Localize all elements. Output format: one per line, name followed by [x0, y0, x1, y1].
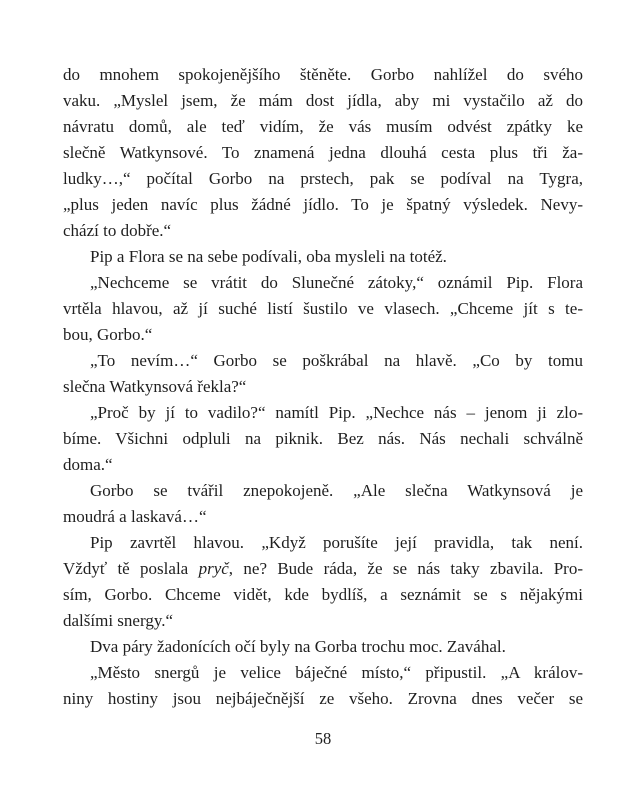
text-line — [63, 192, 583, 218]
text-line — [63, 296, 583, 322]
paragraph — [63, 634, 583, 660]
text-run: Dva páry žadonících očí byly na Gorba trochu moc. Zaváhal. — [90, 637, 506, 656]
text-block — [63, 62, 583, 712]
paragraph — [63, 244, 583, 270]
paragraph — [63, 660, 583, 712]
text-run: Pip a Flora se na sebe podívali, oba mysleli na totéž. — [90, 247, 447, 266]
paragraph — [63, 270, 583, 348]
text-line — [63, 608, 583, 634]
text-line — [63, 140, 583, 166]
text-run: vrtěla hlavou, až jí suché listí šustilo ve vlasech. „Chceme jít s te- — [63, 299, 583, 318]
text-line — [63, 660, 583, 686]
text-run: „To nevím…“ Gorbo se poškrábal na hlavě. „Co by tomu — [90, 351, 583, 370]
text-run: „Město snergů je velice báječné místo,“ připustil. „A králov- — [90, 663, 583, 682]
text-line — [63, 478, 583, 504]
text-run: „Proč by jí to vadilo?“ namítl Pip. „Nechce nás – jenom ji zlo- — [90, 403, 583, 422]
text-run: do mnohem spokojenějšího štěněte. Gorbo nahlížel do svého — [63, 65, 583, 84]
text-line — [63, 634, 583, 660]
text-run: sím, Gorbo. Chceme vidět, kde bydlíš, a seznámit se s nějakými — [63, 585, 583, 604]
paragraph — [63, 530, 583, 634]
text-line — [63, 218, 583, 244]
text-run: Gorbo se tvářil znepokojeně. „Ale slečna Watkynsová je — [90, 481, 583, 500]
text-line — [63, 348, 583, 374]
text-run: moudrá a laskavá…“ — [63, 507, 207, 526]
text-run: chází to dobře.“ — [63, 221, 172, 240]
text-line — [63, 62, 583, 88]
page-number: 58 — [314, 729, 332, 748]
text-line — [63, 686, 583, 712]
text-line — [63, 270, 583, 296]
text-run: , ne? Bude ráda, že se nás taky zbavila. Pro- — [228, 559, 583, 578]
paragraph — [63, 62, 583, 244]
paragraph — [63, 400, 583, 478]
text-run: doma.“ — [63, 455, 113, 474]
text-line — [63, 530, 583, 556]
text-line — [63, 374, 583, 400]
text-line — [63, 244, 583, 270]
text-line — [63, 88, 583, 114]
text-line — [63, 582, 583, 608]
text-run: ludky…,“ počítal Gorbo na prstech, pak se podíval na Tygra, — [63, 169, 583, 188]
text-line — [63, 452, 583, 478]
text-run: Vždyť tě poslala — [63, 559, 199, 578]
text-line — [63, 504, 583, 530]
text-line — [63, 114, 583, 140]
paragraph — [63, 348, 583, 400]
text-run: dalšími snergy.“ — [63, 611, 174, 630]
text-run: slečně Watkynsové. To znamená jedna dlouhá cesta plus tři ža- — [63, 143, 583, 162]
text-run: vaku. „Myslel jsem, že mám dost jídla, aby mi vystačilo až do — [63, 91, 583, 110]
text-line — [63, 426, 583, 452]
italic-word: pryč — [198, 559, 229, 578]
text-line — [63, 166, 583, 192]
text-line — [63, 556, 583, 582]
text-run: slečna Watkynsová řekla?“ — [63, 377, 247, 396]
text-run: bíme. Všichni odpluli na piknik. Bez nás. Nás nechali schválně — [63, 429, 583, 448]
text-run: „plus jeden navíc plus žádné jídlo. To je špatný výsledek. Nevy- — [63, 195, 583, 214]
text-run: „Nechceme se vrátit do Slunečné zátoky,“ oznámil Pip. Flora — [90, 273, 583, 292]
text-run: niny hostiny jsou nejbáječnější ze všeho. Zrovna dnes večer se — [63, 689, 583, 708]
text-line — [63, 400, 583, 426]
text-line — [63, 322, 583, 348]
text-run: bou, Gorbo.“ — [63, 325, 153, 344]
text-run: návratu domů, ale teď vidím, že vás musím odvést zpátky ke — [63, 117, 583, 136]
paragraph — [63, 478, 583, 530]
text-run: Pip zavrtěl hlavou. „Když porušíte její pravidla, tak není. — [90, 533, 583, 552]
